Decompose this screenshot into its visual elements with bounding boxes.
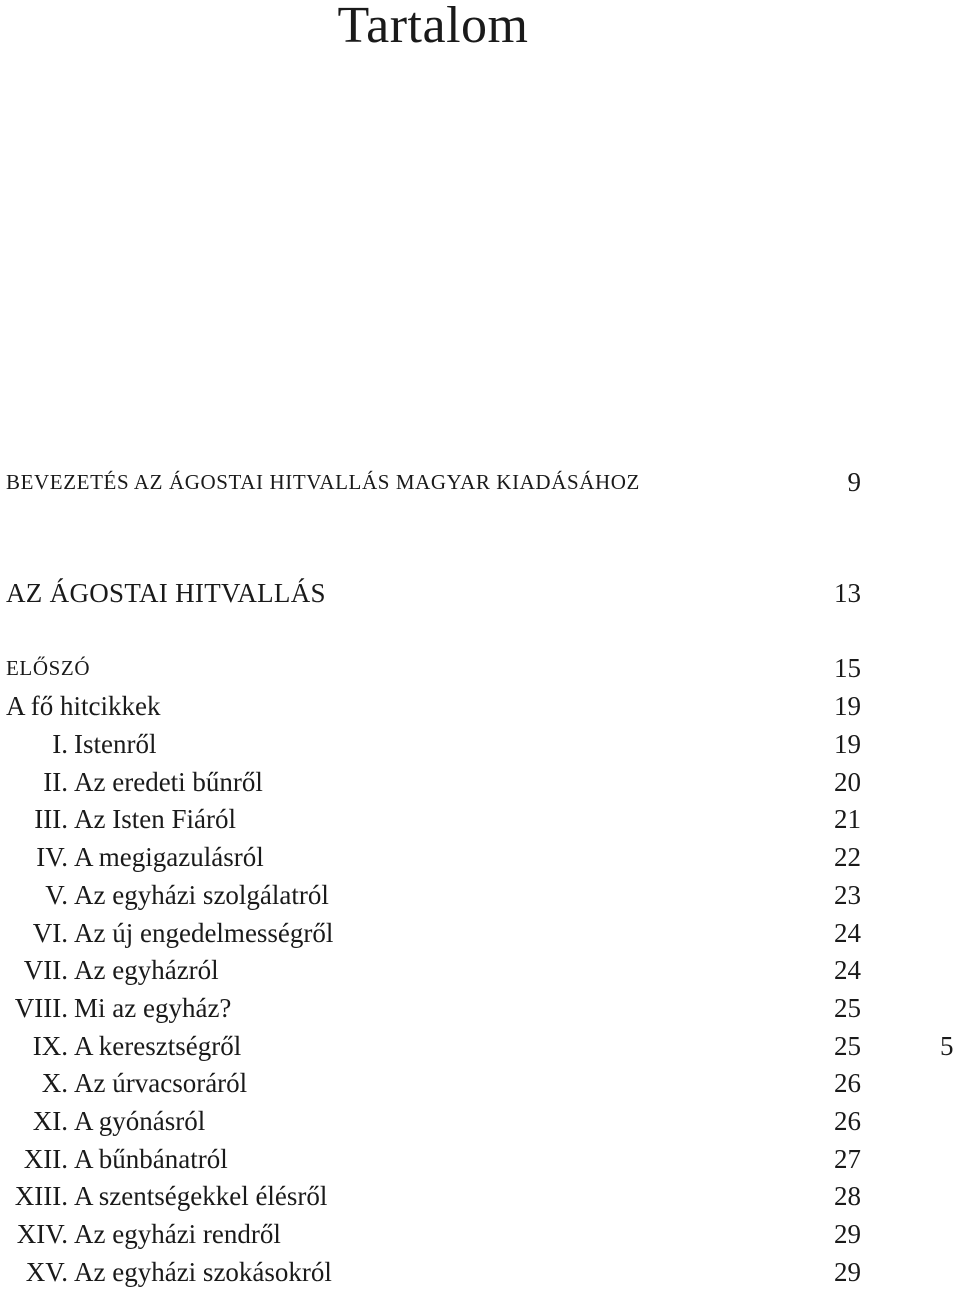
toc-entry-foreword[interactable]: [6, 652, 861, 684]
toc-entry-page: 25: [834, 1030, 861, 1061]
article-title: A gyónásról: [74, 1106, 206, 1136]
toc-entry-article[interactable]: [6, 803, 861, 835]
article-number: III.: [34, 804, 68, 835]
article-number: XV.: [25, 1256, 68, 1287]
toc-entry-page: 15: [834, 653, 861, 683]
article-title: Istenről: [74, 729, 157, 759]
article-title: Az egyházi rendről: [74, 1219, 281, 1250]
article-number: I.: [52, 729, 68, 759]
toc-entry-label: [6, 1030, 241, 1062]
toc-entry-page: 22: [834, 842, 861, 873]
article-number: IX.: [32, 1030, 68, 1061]
toc-entry-label: AZ ÁGOSTAI HITVALLÁS: [6, 578, 326, 608]
article-number: V.: [45, 879, 68, 910]
toc-entry-article[interactable]: [6, 1218, 861, 1250]
article-title: A bűnbánatról: [74, 1143, 228, 1174]
toc-entry-article[interactable]: [6, 917, 861, 949]
toc-entry-page: 20: [834, 766, 861, 797]
article-number: XI.: [32, 1106, 68, 1136]
article-number: XII.: [23, 1143, 68, 1174]
toc-entry-article[interactable]: [6, 879, 861, 911]
toc-entry-label: [6, 917, 333, 949]
toc-entry-label: [6, 728, 156, 760]
article-title: A szentségekkel élésről: [74, 1181, 328, 1212]
article-title: Az Isten Fiáról: [74, 804, 236, 835]
toc-entry-page: 13: [834, 578, 861, 608]
article-number: X.: [41, 1068, 68, 1099]
toc-entry-label: BEVEZETÉS AZ ÁGOSTAI HITVALLÁS MAGYAR KIADÁSÁHOZ: [6, 470, 640, 494]
toc-entry-label: [6, 766, 263, 798]
toc-entry-page: 26: [834, 1068, 861, 1099]
page-title: Tartalom: [337, 0, 529, 54]
toc-entry-intro[interactable]: [6, 466, 861, 498]
article-title: Az új engedelmességről: [74, 917, 334, 948]
toc-entry-label: [6, 879, 329, 911]
toc-entry-label: [6, 954, 219, 986]
toc-entry-label: [6, 841, 264, 873]
toc-entry-article[interactable]: [6, 1030, 861, 1062]
toc-entry-page: 29: [834, 1219, 861, 1250]
article-number: IV.: [36, 842, 68, 873]
toc-entry-page: 23: [834, 879, 861, 910]
toc-entry-section[interactable]: [6, 577, 861, 609]
toc-entry-page: 19: [834, 729, 861, 759]
toc-entry-article[interactable]: [6, 954, 861, 986]
toc-entry-article[interactable]: [6, 1105, 861, 1137]
toc-entry-page: 28: [834, 1181, 861, 1212]
article-title: Az eredeti bűnről: [74, 766, 263, 797]
page-number: 5: [940, 1031, 954, 1061]
toc-entry-page: 19: [834, 691, 861, 721]
toc-entry-label: [6, 1105, 205, 1137]
toc-entry-label: [6, 992, 231, 1024]
article-number: XIV.: [16, 1219, 68, 1250]
toc-entry-article[interactable]: [6, 1067, 861, 1099]
toc-entry-label: [6, 1218, 281, 1250]
article-number: VIII.: [14, 992, 68, 1023]
toc-entry-article[interactable]: [6, 1180, 861, 1212]
article-title: Az egyházi szokásokról: [74, 1256, 332, 1287]
toc-entry-page: 9: [847, 467, 861, 497]
article-title: Az egyházi szolgálatról: [74, 879, 329, 910]
toc-entry-label: [6, 1256, 332, 1288]
toc-entry-label: ELŐSZÓ: [6, 656, 91, 680]
toc-entry-article[interactable]: [6, 766, 861, 798]
toc-entry-article[interactable]: [6, 1256, 861, 1288]
toc-entry-page: 25: [834, 992, 861, 1023]
article-title: Az úrvacsoráról: [74, 1068, 248, 1099]
toc-entry-page: 29: [834, 1256, 861, 1287]
toc-entry-page: 24: [834, 917, 861, 948]
article-title: A megigazulásról: [74, 842, 264, 873]
article-title: Az egyházról: [74, 955, 219, 986]
toc-entry-label: A fő hitcikkek: [6, 691, 161, 721]
toc-entry-page: 26: [834, 1106, 861, 1136]
article-title: Mi az egyház?: [74, 992, 232, 1023]
toc-entry-label: [6, 1143, 228, 1175]
article-number: II.: [43, 766, 68, 797]
article-number: XIII.: [14, 1181, 68, 1212]
toc-entry-main-articles[interactable]: [6, 690, 861, 722]
toc-entry-page: 21: [834, 804, 861, 835]
toc-entry-label: [6, 1180, 327, 1212]
toc-entry-label: [6, 803, 236, 835]
article-number: VII.: [23, 955, 68, 986]
toc-entry-article[interactable]: [6, 992, 861, 1024]
toc-entry-article[interactable]: [6, 841, 861, 873]
toc-entry-article[interactable]: [6, 728, 861, 760]
toc-entry-label: [6, 1067, 247, 1099]
toc-entry-page: 24: [834, 955, 861, 986]
toc-entry-article[interactable]: [6, 1143, 861, 1175]
article-number: VI.: [32, 917, 68, 948]
article-title: A keresztségről: [74, 1030, 242, 1061]
toc-entry-page: 27: [834, 1143, 861, 1174]
